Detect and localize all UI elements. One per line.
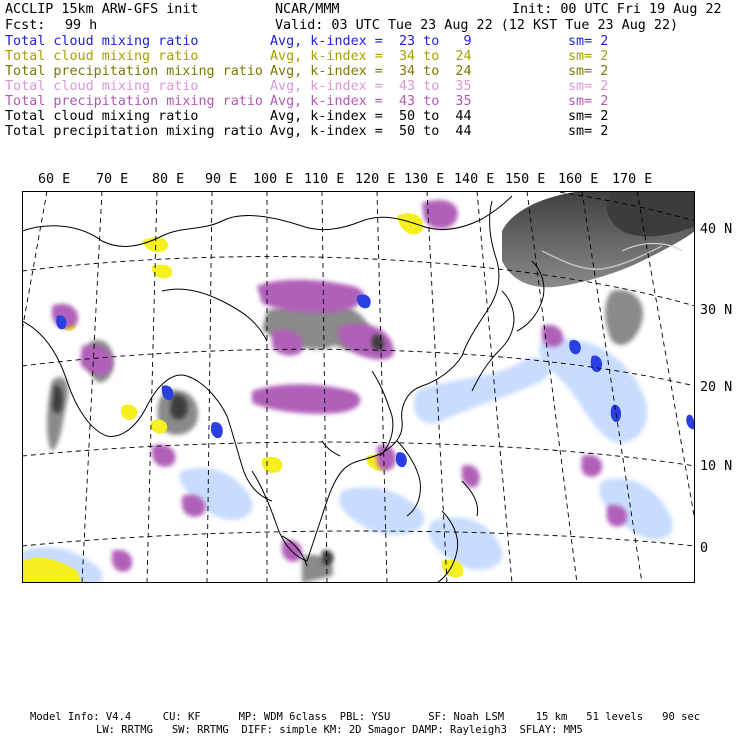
forecast-map xyxy=(22,191,695,583)
lon-label: 150 E xyxy=(505,172,546,187)
field-smoothing: sm= 2 xyxy=(568,79,609,94)
lon-label: 70 E xyxy=(96,172,129,187)
field-smoothing: sm= 2 xyxy=(568,34,609,49)
field-name: Total precipitation mixing ratio xyxy=(5,124,263,139)
center-label: NCAR/MMM xyxy=(275,2,340,17)
lat-label: 40 N xyxy=(700,222,733,237)
field-smoothing: sm= 2 xyxy=(568,94,609,109)
init-time: Init: 00 UTC Fri 19 Aug 22 xyxy=(512,2,722,17)
field-name: Total cloud mixing ratio xyxy=(5,109,199,124)
field-smoothing: sm= 2 xyxy=(568,64,609,79)
lon-label: 80 E xyxy=(152,172,185,187)
lon-label: 110 E xyxy=(304,172,345,187)
lat-label: 30 N xyxy=(700,303,733,318)
field-level-range: Avg, k-index = 43 to 35 xyxy=(270,94,472,109)
field-smoothing: sm= 2 xyxy=(568,109,609,124)
forecast-hour: 99 h xyxy=(65,18,98,33)
field-level-range: Avg, k-index = 34 to 24 xyxy=(270,49,472,64)
field-level-range: Avg, k-index = 50 to 44 xyxy=(270,109,472,124)
lon-label: 90 E xyxy=(205,172,238,187)
field-name: Total cloud mixing ratio xyxy=(5,79,199,94)
field-level-range: Avg, k-index = 23 to 9 xyxy=(270,34,472,49)
lon-label: 160 E xyxy=(558,172,599,187)
lon-label: 100 E xyxy=(253,172,294,187)
lat-label: 0 xyxy=(700,541,709,556)
model-info-line-1: Model Info: V4.4 CU: KF MP: WDM 6class PBL: YSU SF: Noah LSM 15 km 51 levels 90 sec xyxy=(30,711,701,723)
lon-label: 170 E xyxy=(612,172,653,187)
valid-time: Valid: 03 UTC Tue 23 Aug 22 (12 KST Tue 23 Aug 22) xyxy=(275,18,679,33)
model-title: ACCLIP 15km ARW-GFS init xyxy=(5,2,199,17)
field-name: Total cloud mixing ratio xyxy=(5,49,199,64)
lat-label: 20 N xyxy=(700,380,733,395)
field-level-range: Avg, k-index = 43 to 35 xyxy=(270,79,472,94)
field-level-range: Avg, k-index = 34 to 24 xyxy=(270,64,472,79)
lat-label: 10 N xyxy=(700,459,733,474)
lon-label: 140 E xyxy=(454,172,495,187)
model-info-line-2: LW: RRTMG SW: RRTMG DIFF: simple KM: 2D Smagor DAMP: Rayleigh3 SFLAY: MM5 xyxy=(96,724,583,736)
field-name: Total precipitation mixing ratio xyxy=(5,94,263,109)
lon-label: 120 E xyxy=(355,172,396,187)
field-name: Total cloud mixing ratio xyxy=(5,34,199,49)
lon-label: 130 E xyxy=(404,172,445,187)
field-level-range: Avg, k-index = 50 to 44 xyxy=(270,124,472,139)
forecast-label: Fcst: xyxy=(5,18,46,33)
field-smoothing: sm= 2 xyxy=(568,49,609,64)
field-smoothing: sm= 2 xyxy=(568,124,609,139)
lon-label: 60 E xyxy=(38,172,71,187)
field-name: Total precipitation mixing ratio xyxy=(5,64,263,79)
